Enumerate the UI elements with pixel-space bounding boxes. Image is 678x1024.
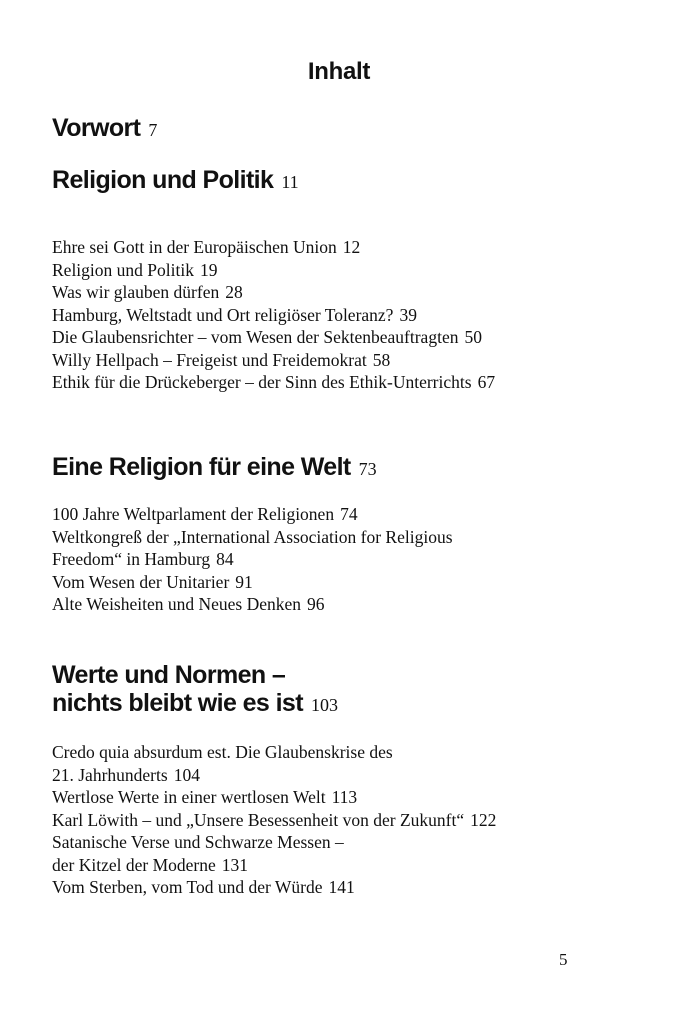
toc-section-vorwort — [52, 114, 632, 144]
entry-title: 21. Jahrhunderts — [52, 764, 168, 785]
entry-page-number: 113 — [331, 787, 358, 807]
section-heading-text: Vorwort — [52, 114, 141, 142]
entry-title: Vom Wesen der Unitarier — [52, 571, 230, 592]
entry-title: Religion und Politik — [52, 259, 194, 280]
entry-title: Weltkongreß der „International Association for Religious — [52, 526, 453, 547]
page-number: 5 — [559, 950, 568, 969]
entry-page-number: 122 — [470, 809, 497, 830]
toc-entry — [52, 571, 632, 594]
section-heading-text: nichts bleibt wie es ist — [52, 689, 303, 717]
toc-entry-list — [52, 236, 632, 394]
entry-title: Vom Sterben, vom Tod und der Würde — [52, 877, 323, 897]
toc-section-religion-und-politik — [52, 166, 632, 196]
entry-page-number: 19 — [199, 259, 218, 280]
section-page-number: 73 — [358, 459, 377, 479]
entry-title: Freedom“ in Hamburg — [52, 549, 211, 569]
entry-title: Willy Hellpach – Freigeist und Freidemokrat — [52, 349, 367, 370]
toc-entry — [52, 526, 632, 549]
entry-title: Ehre sei Gott in der Europäischen Union — [52, 237, 337, 257]
section-heading — [52, 166, 632, 196]
entry-page-number: 39 — [399, 304, 417, 325]
toc-entry — [52, 349, 632, 372]
toc-entry-list — [52, 741, 632, 899]
entry-title: Satanische Verse und Schwarze Messen – — [52, 832, 344, 852]
entry-page-number: 131 — [221, 854, 248, 875]
section-heading-text: Religion und Politik — [52, 166, 274, 194]
section-heading-text: Eine Religion für eine Welt — [52, 453, 351, 481]
toc-entry — [52, 259, 632, 282]
toc-entry — [52, 281, 632, 304]
entry-page-number: 96 — [307, 594, 325, 614]
entry-page-number: 28 — [225, 282, 243, 302]
entry-title: Credo quia absurdum est. Die Glaubenskrise des — [52, 742, 393, 762]
toc-entry — [52, 503, 632, 526]
toc-entry — [52, 304, 632, 327]
entry-page-number: 12 — [342, 237, 361, 257]
section-page-number: 103 — [310, 695, 338, 715]
entry-page-number: 91 — [235, 571, 253, 592]
entry-page-number: 104 — [173, 764, 200, 785]
toc-entry — [52, 371, 632, 394]
entry-title: Ethik für die Drückeberger – der Sinn des Ethik-Unterrichts — [52, 372, 472, 392]
entry-title: Die Glaubensrichter – vom Wesen der Sektenbeauftragten — [52, 327, 459, 347]
entry-title: Karl Löwith – und „Unsere Besessenheit von der Zukunft“ — [52, 809, 465, 830]
entry-page-number: 84 — [216, 549, 234, 569]
entry-page-number: 67 — [477, 372, 496, 392]
section-page-number: 11 — [281, 172, 299, 192]
toc-entry — [52, 764, 632, 787]
entry-page-number: 141 — [328, 877, 355, 897]
entry-title: 100 Jahre Weltparlament der Religionen — [52, 504, 335, 524]
section-heading — [52, 114, 632, 144]
section-heading — [52, 453, 632, 483]
entry-page-number: 58 — [372, 349, 391, 370]
toc-entry — [52, 741, 632, 764]
entry-title: Wertlose Werte in einer wertlosen Welt — [52, 787, 326, 807]
entry-page-number: 50 — [464, 327, 482, 347]
toc-entry-list — [52, 503, 632, 616]
entry-title: Was wir glauben dürfen — [52, 282, 220, 302]
toc-entry — [52, 236, 632, 259]
entry-title: Alte Weisheiten und Neues Denken — [52, 594, 302, 614]
entry-title: Hamburg, Weltstadt und Ort religiöser Toleranz? — [52, 304, 394, 325]
toc-entry — [52, 548, 632, 571]
section-page-number: 7 — [148, 120, 158, 140]
toc-section-werte-und-normen — [52, 661, 632, 719]
toc-entry — [52, 831, 632, 854]
toc-entry — [52, 786, 632, 809]
toc-entry — [52, 593, 632, 616]
entry-title: der Kitzel der Moderne — [52, 854, 216, 875]
toc-entry — [52, 326, 632, 349]
toc-entry — [52, 809, 632, 832]
toc-entry — [52, 876, 632, 899]
page-title: Inhalt — [307, 58, 371, 85]
toc-entry — [52, 854, 632, 877]
section-heading — [52, 661, 632, 719]
section-heading-text: Werte und Normen – — [52, 661, 286, 689]
toc-section-eine-religion — [52, 453, 632, 483]
entry-page-number: 74 — [340, 504, 358, 524]
